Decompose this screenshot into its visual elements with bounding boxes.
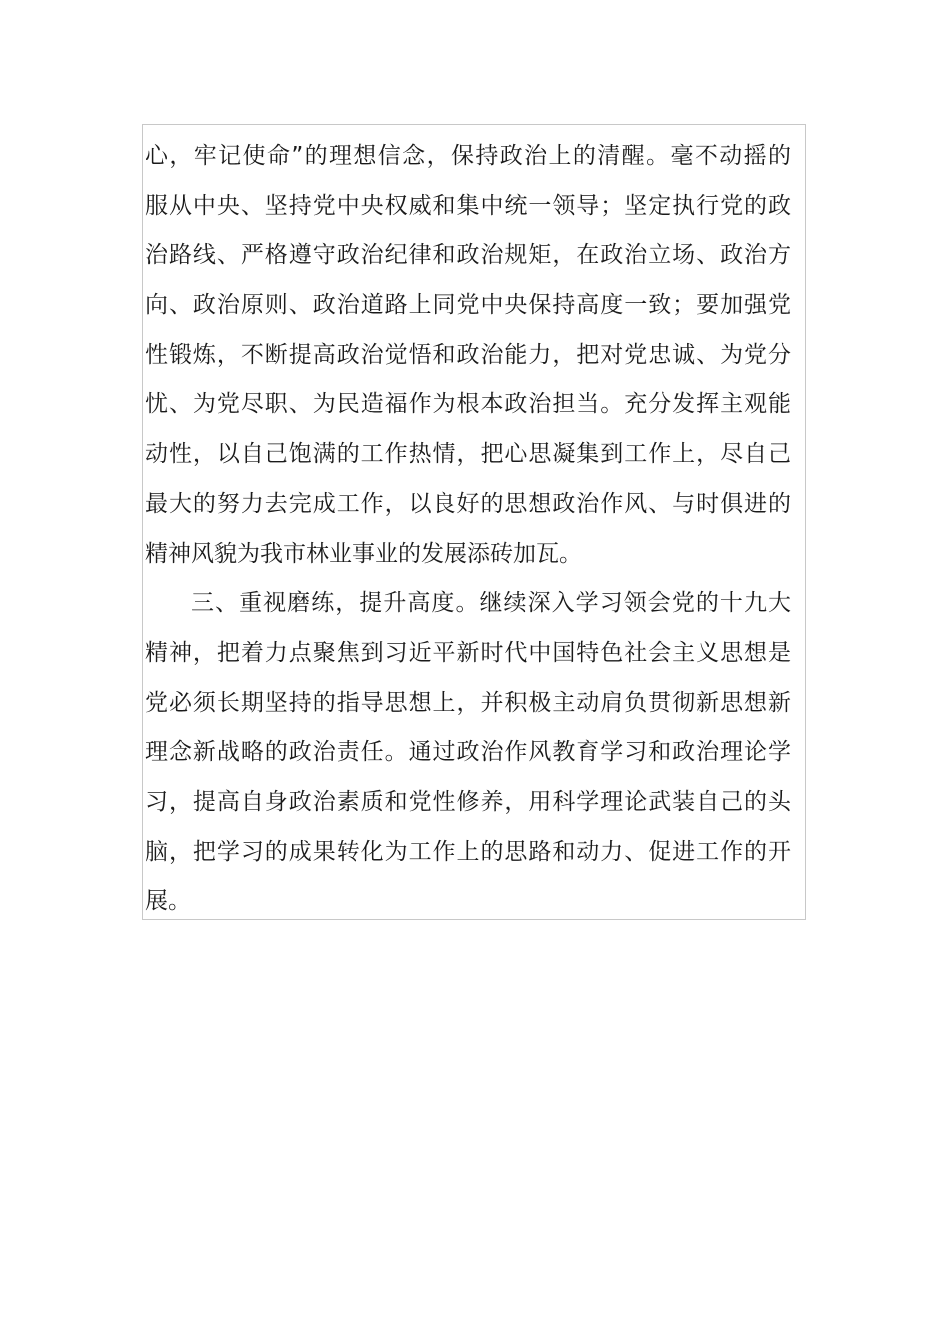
text-line: 最大的努力去完成工作，以良好的思想政治作风、与时俱进的 bbox=[145, 490, 791, 517]
text-line: 治路线、严格遵守政治纪律和政治规矩，在政治立场、政治方 bbox=[145, 242, 791, 269]
text-line: 服从中央、坚持党中央权威和集中统一领导；坚定执行党的政 bbox=[145, 192, 791, 219]
text-line: 精神，把着力点聚焦到习近平新时代中国特色社会主义思想是 bbox=[145, 639, 791, 666]
text-line: 动性，以自己饱满的工作热情，把心思凝集到工作上，尽自己 bbox=[145, 441, 791, 468]
text-block bbox=[142, 124, 806, 920]
text-line: 性锻炼，不断提高政治觉悟和政治能力，把对党忠诚、为党分 bbox=[145, 341, 791, 368]
text-line: 理念新战略的政治责任。通过政治作风教育学习和政治理论学 bbox=[145, 739, 791, 766]
text-line: 党必须长期坚持的指导思想上，并积极主动肩负贯彻新思想新 bbox=[145, 689, 791, 716]
text-line: 精神风貌为我市林业事业的发展添砖加瓦。 bbox=[145, 540, 582, 567]
text-line: 展。 bbox=[145, 888, 191, 915]
text-line: 向、政治原则、政治道路上同党中央保持高度一致；要加强党 bbox=[145, 292, 791, 319]
text-line: 忧、为党尽职、为民造福作为根本政治担当。充分发挥主观能 bbox=[145, 391, 791, 418]
text-line: 三、重视磨练，提升高度。继续深入学习领会党的十九大 bbox=[191, 590, 791, 617]
text-line: 心，牢记使命”的理想信念，保持政治上的清醒。毫不动摇的 bbox=[145, 143, 791, 169]
text-line: 习，提高自身政治素质和党性修养，用科学理论武装自己的头 bbox=[145, 788, 791, 815]
text-line: 脑，把学习的成果转化为工作上的思路和动力、促进工作的开 bbox=[145, 838, 791, 865]
